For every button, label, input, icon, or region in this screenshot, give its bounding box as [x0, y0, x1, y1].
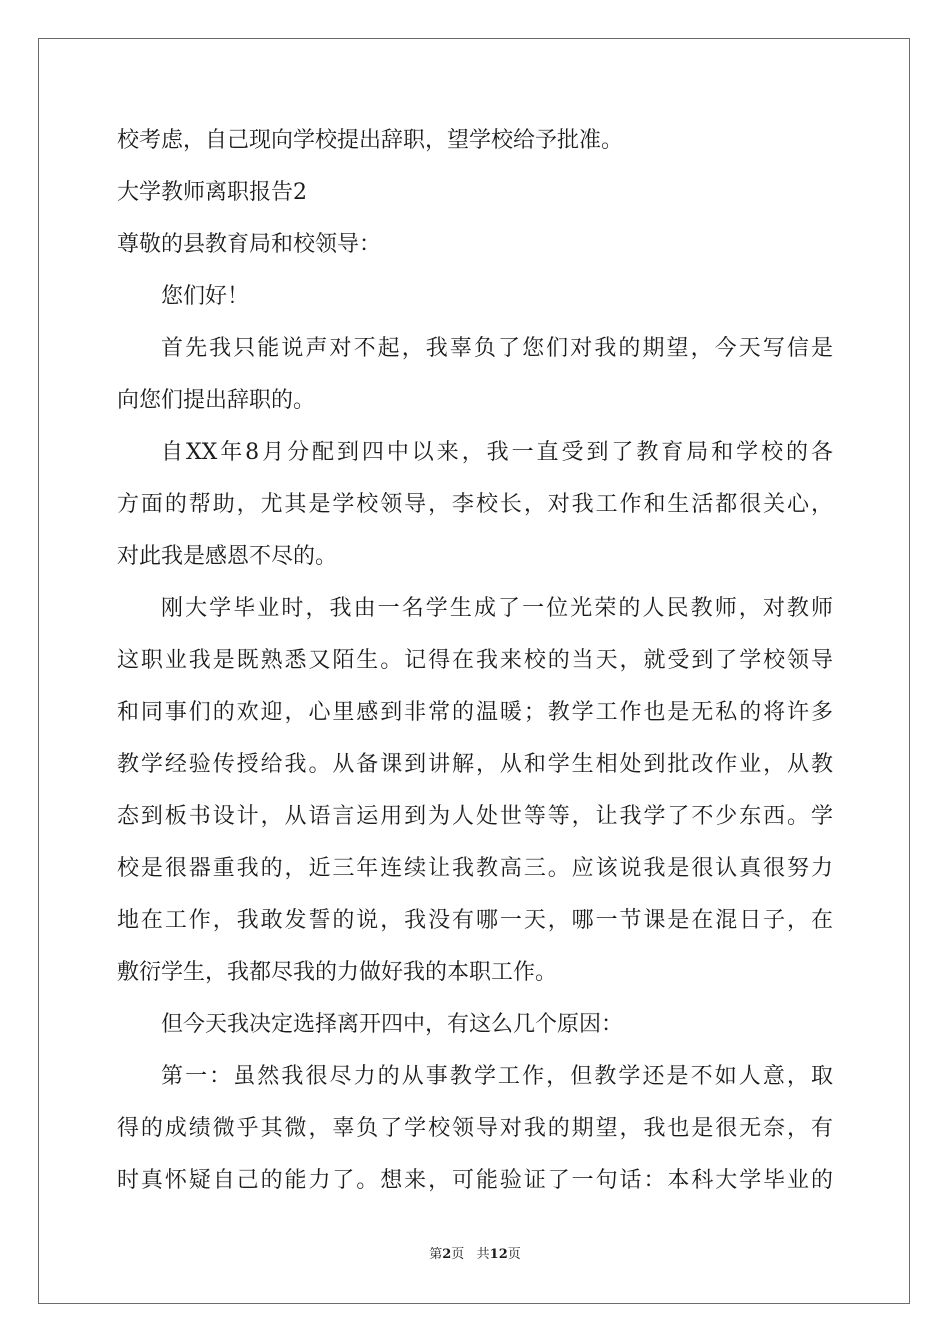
salutation: 尊敬的县教育局和校领导： [117, 232, 382, 257]
text-line: 态到板书设计，从语言运用到为人处世等等，让我学了不少东西。学 [117, 804, 833, 829]
text-line: 教学经验传授给我。从备课到讲解，从和学生相处到批改作业，从教 [117, 752, 833, 777]
text-line: 向您们提出辞职的。 [117, 388, 316, 413]
text-line: 和同事们的欢迎，心里感到非常的温暖；教学工作也是无私的将许多 [117, 700, 833, 725]
text-line: 敷衍学生，我都尽我的力做好我的本职工作。 [117, 960, 558, 985]
greeting: 您们好！ [161, 284, 250, 309]
footer-suffix: 页 [507, 1247, 521, 1262]
text-line: 校是很器重我的，近三年连续让我教高三。应该说我是很认真很努力 [117, 856, 833, 881]
text-line: 时真怀疑自己的能力了。想来，可能验证了一句话：本科大学毕业的 [117, 1168, 833, 1193]
text-line: 但今天我决定选择离开四中，有这么几个原因： [161, 1012, 624, 1037]
footer-prefix: 第 [429, 1247, 443, 1262]
text-line: 方面的帮助，尤其是学校领导，李校长，对我工作和生活都很关心， [117, 492, 833, 517]
footer-middle: 页 共 [451, 1247, 490, 1262]
text-line: 地在工作，我敢发誓的说，我没有哪一天，哪一节课是在混日子，在 [117, 908, 833, 933]
current-page-number: 2 [442, 1247, 452, 1262]
text-line: 这职业我是既熟悉又陌生。记得在我来校的当天，就受到了学校领导 [117, 648, 833, 673]
document-body [117, 126, 833, 1218]
text-line: 对此我是感恩不尽的。 [117, 544, 338, 569]
text-line: 校考虑，自己现向学校提出辞职，望学校给予批准。 [117, 128, 624, 153]
total-page-count: 12 [489, 1247, 508, 1262]
text-line: 首先我只能说声对不起，我辜负了您们对我的期望，今天写信是 [161, 336, 833, 361]
text-line: 得的成绩微乎其微，辜负了学校领导对我的期望，我也是很无奈，有 [117, 1116, 833, 1141]
section-title: 大学教师离职报告2 [117, 180, 307, 205]
page-footer [0, 1246, 950, 1264]
text-line: 自XX年8月分配到四中以来，我一直受到了教育局和学校的各 [161, 440, 833, 465]
text-line: 刚大学毕业时，我由一名学生成了一位光荣的人民教师，对教师 [161, 596, 833, 621]
text-line: 第一：虽然我很尽力的从事教学工作，但教学还是不如人意，取 [161, 1064, 833, 1089]
